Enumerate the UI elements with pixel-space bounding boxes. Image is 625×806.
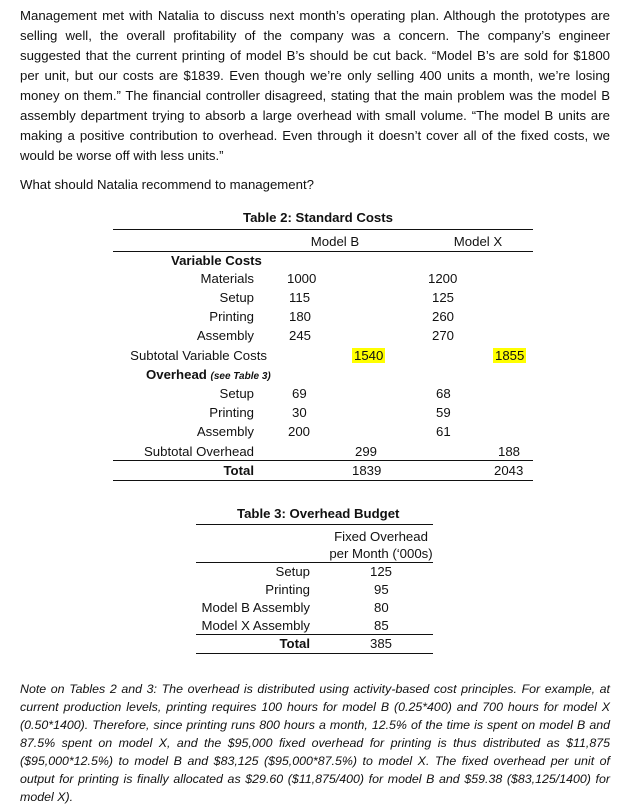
table-3-value-model-b-assembly: 80 [374,600,389,615]
overhead-heading: Overhead [146,367,207,382]
table-3-header-line-2: per Month (‘000s) [329,546,433,561]
table-3-total-value: 385 [370,636,393,651]
overhead-label-printing: Printing [209,405,254,420]
table-3-bottom-rule [196,653,433,654]
row-label-setup: Setup [219,290,254,305]
subtotal-overhead-model-b: 299 [355,444,378,459]
subtotal-variable-label: Subtotal Variable Costs [130,348,267,363]
overhead-printing-model-b: 30 [292,405,307,420]
table-3-total-label: Total [279,636,310,651]
table-2-title: Table 2: Standard Costs [243,210,393,225]
assembly-model-b: 245 [289,328,312,343]
assembly-model-x: 270 [432,328,455,343]
materials-model-x: 1200 [428,271,458,286]
intro-paragraph: Management met with Natalia to discuss next month’s operating plan. Although the prototypes are selling well, the overall profitability of the company was a concern. The company’s engineer suggested that the current printing of model B’s should be cut back. “Model B’s are sold for $1800 per unit, but our costs are $1839. Even though we’re only selling 400 units a month, we’re losing money on them.” The financial controller disagreed, stating that the main problem was the model B assembly department trying to absorb a large overhead with small volume. “The model B units are making a positive contribution to overhead. Even through it doesn’t cover all of the fixed costs, we would be worse off with less units.” [20,8,610,163]
table-3-title: Table 3: Overhead Budget [237,506,400,521]
total-model-x: 2043 [494,463,524,478]
row-label-printing: Printing [209,309,254,324]
table-3-value-printing: 95 [374,582,389,597]
materials-model-b: 1000 [287,271,317,286]
overhead-label-assembly: Assembly [196,424,254,439]
question-text: What should Natalia recommend to management? [20,177,314,192]
column-header-model-x: Model X [453,234,503,249]
subtotal-variable-model-x: 1855 [495,348,525,363]
overhead-setup-model-b: 69 [292,386,307,401]
printing-model-b: 180 [289,309,312,324]
table-3-header-line-1: Fixed Overhead [334,529,428,544]
subtotal-overhead-model-x: 188 [498,444,521,459]
setup-model-b: 115 [289,290,311,305]
table-3-label-printing: Printing [265,582,310,597]
table-2-total-rule [113,460,533,461]
overhead-setup-model-x: 68 [436,386,451,401]
table-2-top-rule [113,229,533,230]
row-label-assembly: Assembly [196,328,254,343]
table-2-bottom-rule [113,480,533,481]
setup-model-x: 125 [432,290,455,305]
overhead-see-table-note: (see Table 3) [210,371,271,382]
subtotal-variable-model-b: 1540 [354,348,384,363]
table-3-label-model-b-assembly: Model B Assembly [201,600,310,615]
table-3-value-model-x-assembly: 85 [374,618,389,633]
total-label: Total [223,463,254,478]
overhead-label-setup: Setup [219,386,254,401]
overhead-assembly-model-x: 61 [436,424,451,439]
total-model-b: 1839 [352,463,382,478]
variable-costs-heading: Variable Costs [171,253,262,268]
overhead-assembly-model-b: 200 [288,424,311,439]
row-label-materials: Materials [200,271,254,286]
subtotal-overhead-label: Subtotal Overhead [144,444,254,459]
note-paragraph: Note on Tables 2 and 3: The overhead is distributed using activity-based cost principles. For example, at current production levels, printing requires 100 hours for model B (0.25*400) and 700 hours for model X (0.50*1400). Therefore, since printing runs 800 hours a month, 12.5% of the time is spent on model B and 87.5% spent on model X, and the $95,000 fixed overhead for printing is thus distributed as $11,875 ($95,000*12.5%) to model B and $83,125 ($95,000*87.5%) to model X. The fixed overhead per unit of output for printing is finally allocated as $29.60 ($11,875/400) for model B and $59.38 ($83,125/1400) for model X). [20,682,610,804]
table-3-label-model-x-assembly: Model X Assembly [201,618,310,633]
table-3-label-setup: Setup [275,564,310,579]
table-3-top-rule [196,524,433,525]
printing-model-x: 260 [432,309,455,324]
table-3-value-setup: 125 [370,564,393,579]
column-header-model-b: Model B [310,234,360,249]
overhead-printing-model-x: 59 [436,405,451,420]
